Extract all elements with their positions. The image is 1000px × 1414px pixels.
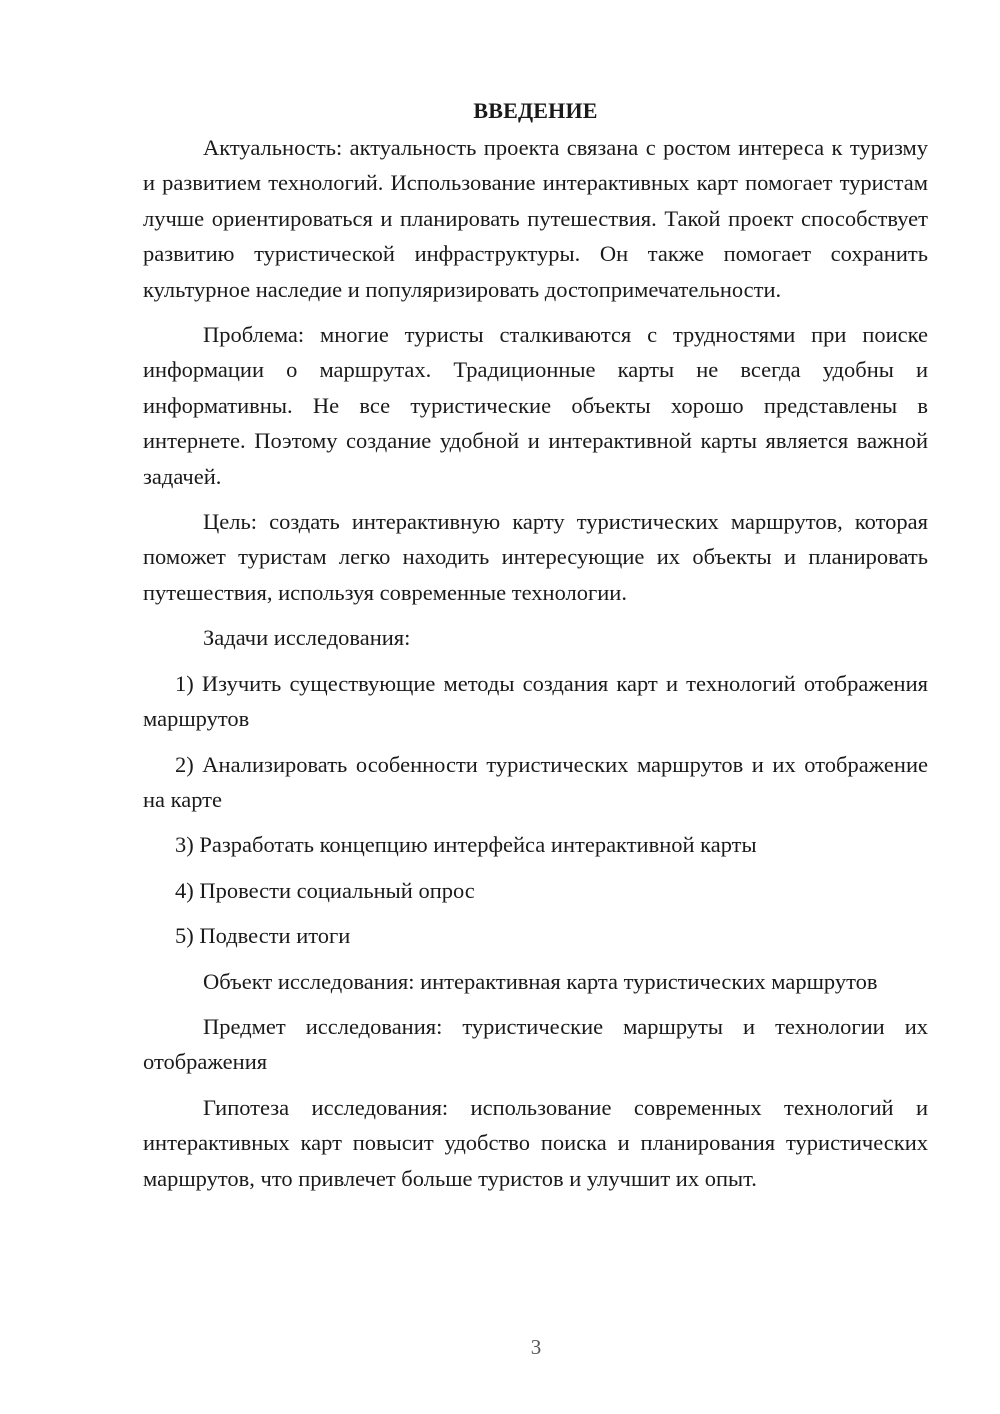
task-item-2: 2) Анализировать особенности туристических маршрутов и их отображение на карте xyxy=(143,751,928,812)
paragraph-goal: Цель: создать интерактивную карту туристических маршрутов, которая поможет туристам легко находить интересующие их объекты и планировать путешествия, используя современные технологии. xyxy=(143,509,928,605)
paragraph-hypothesis: Гипотеза исследования: использование современных технологий и интерактивных карт повысит удобство поиска и планирования туристических маршрутов, что привлечет больше туристов и улучшит их опыт. xyxy=(143,1094,928,1191)
paragraph-problem: Проблема: многие туристы сталкиваются с трудностями при поиске информации о маршрутах. Традиционные карты не всегда удобны и информативны. Не все туристические объекты хорошо представлены в интернете. Поэтому создание удобной и интерактивной карты является важной задачей. xyxy=(143,322,928,489)
task-item-4: 4) Провести социальный опрос xyxy=(175,877,475,903)
paragraph-relevance: Актуальность: актуальность проекта связана с ростом интереса к туризму и развитием технологий. Использование интерактивных карт помогает туристам лучше ориентироваться и планировать путешествия. Такой проект способствует развитию туристической инфраструктуры. Он также помогает сохранить культурное наследие и популяризировать достопримечательности. xyxy=(143,135,928,302)
page-number: 3 xyxy=(530,1335,542,1359)
task-item-3: 3) Разработать концепцию интерфейса интерактивной карты xyxy=(175,832,757,858)
paragraph-object: Объект исследования: интерактивная карта туристических маршрутов xyxy=(203,968,878,994)
page-title: ВВЕДЕНИЕ xyxy=(473,98,598,123)
document-page xyxy=(143,96,928,1196)
paragraph-subject: Предмет исследования: туристические маршруты и технологии их отображения xyxy=(143,1013,928,1075)
task-item-1: 1) Изучить существующие методы создания карт и технологий отображения маршрутов xyxy=(143,670,928,732)
tasks-title: Задачи исследования: xyxy=(203,625,411,651)
task-item-5: 5) Подвести итоги xyxy=(175,923,351,949)
